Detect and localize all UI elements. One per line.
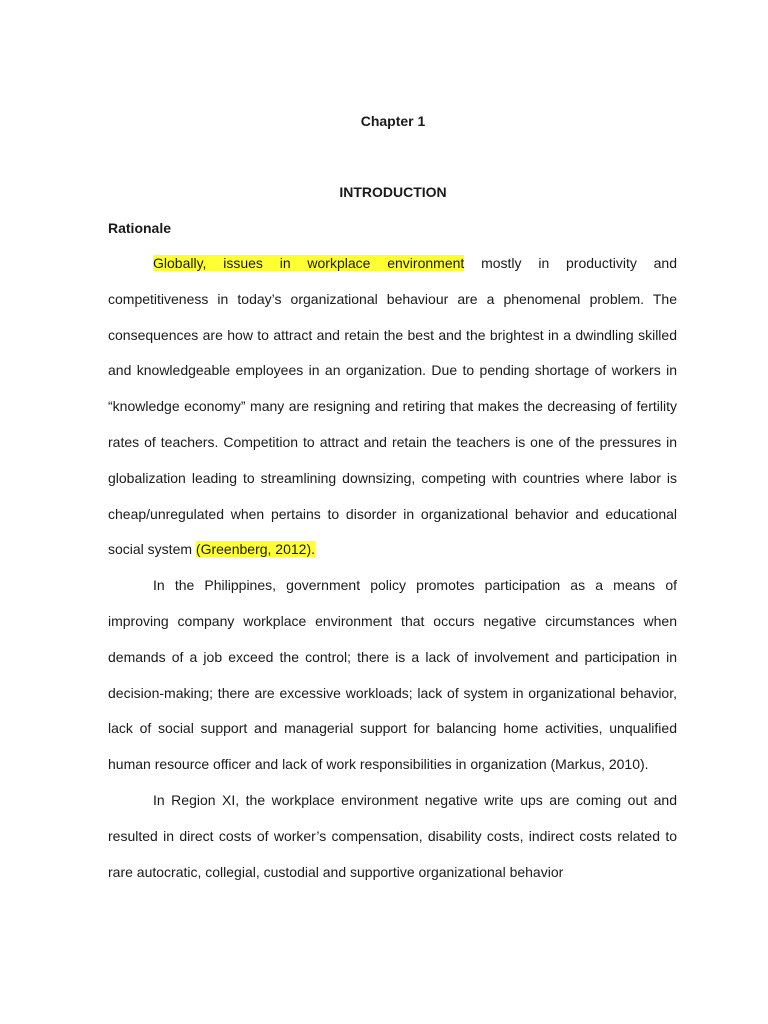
highlighted-text: Globally, issues in workplace environment <box>153 255 465 271</box>
paragraph-2 <box>108 568 677 783</box>
subsection-heading: Rationale <box>108 220 172 236</box>
paragraph-text: In Region XI, the workplace environment negative write ups are coming out and resulted in direct costs of worker’s compensation, disability costs, indirect costs related to rare autocratic, collegial, custodial and supportive organizational behavior <box>108 791 677 880</box>
highlighted-citation: (Greenberg, 2012). <box>195 541 315 558</box>
paragraph-text: In the Philippines, government policy promotes participation as a means of improving company workplace environment that occurs negative circumstances when demands of a job exceed the control; there is a lack of involvement and participation in decision-making; there are excessive workloads; lack of system in organizational behavior, lack of social support and managerial support for balancing home activities, unqualified human resource officer and lack of work responsibilities in organization (Markus, 2010). <box>108 577 677 773</box>
paragraph-3 <box>108 783 677 890</box>
chapter-title: Chapter 1 <box>360 113 426 129</box>
section-heading: INTRODUCTION <box>339 184 447 200</box>
paragraph-text: mostly in productivity and competitiveness in today’s organizational behaviour are a phenomenal problem. The consequences are how to attract and retain the best and the brightest in a dwindling skilled and knowledgeable employees in an organization. Due to pending shortage of workers in “knowledge economy” many are resigning and retiring that makes the decreasing of fertility rates of teachers. Competition to attract and retain the teachers is one of the pressures in globalization leading to streamlining downsizing, competing with countries where labor is cheap/unregulated when pertains to disorder in organizational behavior and educational social system <box>108 255 677 558</box>
paragraph-1 <box>108 246 677 568</box>
body-text <box>108 246 677 890</box>
